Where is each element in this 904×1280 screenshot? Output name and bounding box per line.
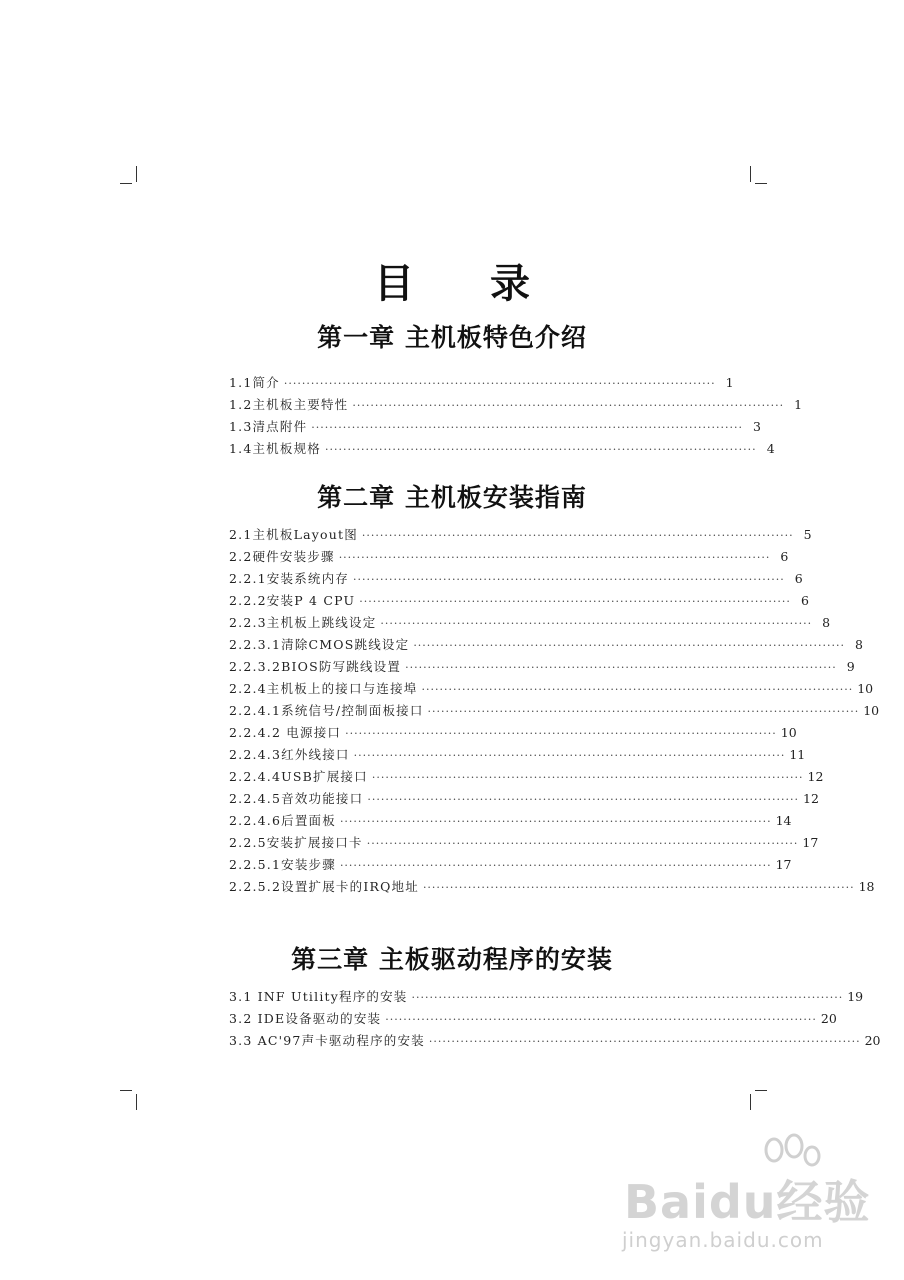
toc-entry[interactable]: 1.1简介 ································································································ 1 [229, 375, 734, 390]
toc-entry[interactable]: 2.2.4主机板上的接口与连接埠 ································································································ 10 [229, 681, 874, 696]
toc-entry[interactable]: 2.2.5安装扩展接口卡 ································································································ 17 [229, 835, 819, 850]
toc-entry[interactable]: 2.2硬件安装步骤 ································································································ 6 [229, 549, 789, 564]
toc-entry[interactable]: 2.2.3.1清除CMOS跳线设定 ································································································ 8 [229, 637, 863, 652]
page-title [0, 252, 904, 309]
chapter-1-heading: 第一章 主机板特色介绍 [317, 323, 587, 352]
toc-entry[interactable]: 2.2.4.2 电源接口 ································································································ 10 [229, 725, 797, 740]
toc-entry[interactable]: 1.2主机板主要特性 ································································································ 1 [229, 397, 803, 412]
crop-mark-bottom-left-h [120, 1090, 132, 1091]
crop-mark-top-right-v [750, 166, 751, 182]
chapter-3-heading: 第三章 主板驱动程序的安装 [291, 945, 613, 974]
toc-entry[interactable]: 2.2.2安装P 4 CPU ································································································ 6 [229, 593, 809, 608]
toc-entry[interactable]: 2.2.4.1系统信号/控制面板接口 ································································································ 10 [229, 703, 880, 718]
crop-mark-bottom-right-h [755, 1090, 767, 1091]
crop-mark-top-right-h [755, 183, 767, 184]
toc-entry[interactable]: 1.3清点附件 ································································································ 3 [229, 419, 761, 434]
watermark-url: jingyan.baidu.com [622, 1228, 824, 1252]
toc-entry[interactable]: 3.1 INF Utility程序的安装 ································································································ 19 [229, 989, 864, 1004]
toc-entry[interactable]: 2.2.3主机板上跳线设定 ································································································ 8 [229, 615, 831, 630]
toc-entry[interactable]: 2.2.4.3红外线接口 ································································································ 11 [229, 747, 806, 762]
toc-entry[interactable]: 3.3 AC'97声卡驱动程序的安装 ································································································ 20 [229, 1033, 881, 1048]
toc-entry[interactable]: 3.2 IDE设备驱动的安装 ································································································ 20 [229, 1011, 837, 1026]
toc-entry[interactable]: 2.2.3.2BIOS防写跳线设置 ································································································ 9 [229, 659, 855, 674]
toc-entry[interactable]: 2.2.5.2设置扩展卡的IRQ地址 ································································································ 18 [229, 879, 875, 894]
toc-entry[interactable]: 1.4主机板规格 ································································································ 4 [229, 441, 775, 456]
watermark-brand: Baidu经验 [624, 1175, 871, 1229]
title-char-1: 目 [374, 261, 414, 307]
toc-entry[interactable]: 2.2.4.5音效功能接口 ································································································ 12 [229, 791, 819, 806]
crop-mark-top-left-h [120, 183, 132, 184]
chapter-2-toc [229, 524, 880, 898]
toc-entry[interactable]: 2.1主机板Layout图 ································································································ 5 [229, 527, 812, 542]
toc-entry[interactable]: 2.2.4.6后置面板 ································································································ 14 [229, 813, 792, 828]
toc-entry[interactable]: 2.2.4.4USB扩展接口 ································································································ 12 [229, 769, 824, 784]
crop-mark-bottom-right-v [750, 1094, 751, 1110]
baidu-jingyan-watermark [604, 1132, 874, 1252]
chapter-3-toc [229, 986, 881, 1052]
toc-entry[interactable]: 2.2.5.1安装步骤 ································································································ 17 [229, 857, 792, 872]
chapter-1-toc [229, 372, 803, 460]
toc-entry[interactable]: 2.2.1安装系统内存 ································································································ 6 [229, 571, 803, 586]
crop-mark-top-left-v [136, 166, 137, 182]
crop-mark-bottom-left-v [136, 1094, 137, 1110]
title-char-2: 录 [490, 261, 530, 307]
chapter-2-heading: 第二章 主机板安装指南 [317, 483, 587, 512]
